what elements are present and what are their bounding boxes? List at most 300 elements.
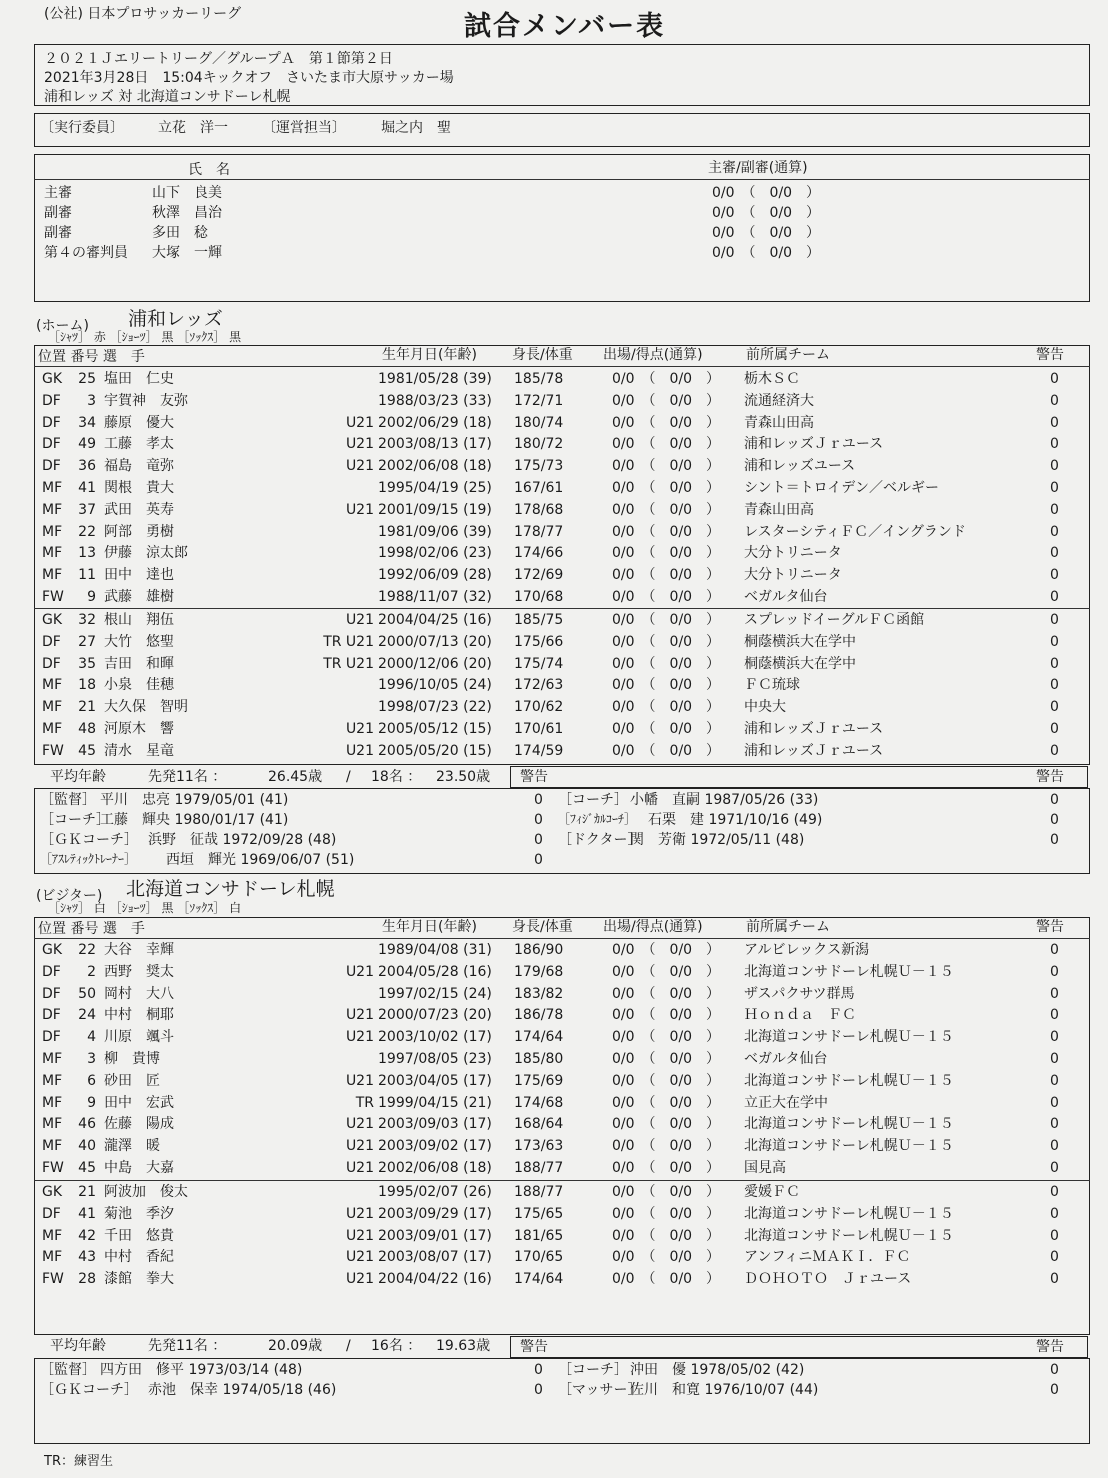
player-apps-goals: 0/0 （ 0/0 ）	[612, 1051, 721, 1067]
player-warnings: 0	[1050, 1227, 1059, 1244]
player-warnings: 0	[1050, 985, 1059, 1002]
home-col-prev: 前所属チーム	[746, 347, 830, 363]
player-number: 2	[87, 963, 96, 980]
player-apps-goals: 0/0 （ 0/0 ）	[612, 458, 721, 475]
player-dob: 2005/05/12 (15)	[378, 721, 492, 737]
player-number: 41	[78, 480, 96, 496]
player-previous-team: 北海道コンサドーレ札幌Ｕ－１５	[744, 1227, 954, 1244]
player-name: 福島 竜弥	[104, 458, 174, 475]
player-tag: U21	[345, 436, 374, 453]
player-previous-team: 浦和レッズＪｒユース	[744, 436, 884, 453]
player-number: 22	[78, 523, 96, 540]
referee-stat: 0/0 （ 0/0 ）	[712, 205, 821, 221]
player-previous-team: 北海道コンサドーレ札幌Ｕ－１５	[744, 1205, 954, 1222]
home-header-rule	[34, 366, 1090, 367]
player-name: 河原木 響	[104, 721, 174, 737]
player-previous-team: ベガルタ仙台	[744, 589, 828, 605]
staff-name-dob: 工藤 輝央 1980/01/17 (41)	[100, 812, 289, 828]
staff-role: ［ＧＫコーチ］	[40, 832, 138, 848]
home-side-label: (ホーム)	[36, 318, 89, 334]
player-height-weight: 185/80	[514, 1051, 564, 1067]
player-previous-team: ＤＯＨＯＴＯ Ｊｒユース	[744, 1271, 912, 1288]
player-number: 34	[78, 414, 96, 431]
player-height-weight: 170/62	[514, 699, 564, 716]
player-number: 32	[78, 612, 96, 628]
player-height-weight: 173/63	[514, 1138, 564, 1155]
player-previous-team: 北海道コンサドーレ札幌Ｕ－１５	[744, 1116, 954, 1133]
away-avg-all: 19.63歳	[436, 1338, 491, 1354]
player-name: 小泉 佳穂	[104, 677, 174, 694]
player-name: 根山 翔伍	[104, 612, 174, 628]
player-number: 22	[78, 942, 96, 958]
referee-role: 副審	[44, 205, 72, 221]
player-dob: 1981/09/06 (39)	[378, 523, 492, 540]
player-name: 塩田 仁史	[104, 371, 174, 387]
home-col-hw: 身長/体重	[512, 347, 573, 363]
player-position: MF	[42, 1094, 63, 1111]
player-height-weight: 180/72	[514, 436, 564, 453]
player-previous-team: 浦和レッズＪｒユース	[744, 742, 884, 759]
away-avg-starters-label: 先発11名 ：	[148, 1338, 227, 1354]
player-number: 4	[87, 1029, 96, 1046]
player-name: 大久保 智明	[104, 699, 188, 716]
staff-warnings: 0	[1050, 812, 1059, 828]
player-position: DF	[42, 1029, 61, 1046]
player-tag: U21	[345, 1029, 374, 1046]
staff-warnings: 0	[534, 832, 543, 848]
player-position: MF	[42, 1116, 63, 1133]
match-competition: ２０２１Ｊエリートリーグ／グループＡ 第１節第２日	[44, 51, 393, 67]
management-label: 〔運営担当〕	[262, 120, 346, 136]
player-apps-goals: 0/0 （ 0/0 ）	[612, 1205, 721, 1222]
player-previous-team: 立正大在学中	[744, 1094, 828, 1111]
referees-header-rule	[34, 179, 1090, 180]
player-previous-team: 北海道コンサドーレ札幌Ｕ－１５	[744, 1072, 954, 1089]
away-col-warn: 警告	[1036, 919, 1064, 935]
player-warnings: 0	[1050, 436, 1059, 453]
player-height-weight: 170/65	[514, 1249, 564, 1266]
player-number: 3	[87, 392, 96, 409]
player-position: MF	[42, 480, 63, 496]
referee-role: 第４の審判員	[44, 245, 128, 261]
player-dob: 1988/03/23 (33)	[378, 392, 492, 409]
player-warnings: 0	[1050, 699, 1059, 716]
player-previous-team: 中央大	[744, 699, 786, 716]
player-number: 13	[78, 545, 96, 562]
home-subs-rule	[34, 608, 1090, 609]
player-tag: TR	[355, 1094, 374, 1111]
referee-name: 秋澤 昌治	[152, 205, 222, 221]
player-number: 18	[78, 677, 96, 694]
player-previous-team: 流通経済大	[744, 392, 814, 409]
player-dob: 2003/09/03 (17)	[378, 1116, 492, 1133]
staff-warnings: 0	[1050, 1362, 1059, 1378]
player-height-weight: 181/65	[514, 1227, 564, 1244]
player-apps-goals: 0/0 （ 0/0 ）	[612, 1116, 721, 1133]
player-apps-goals: 0/0 （ 0/0 ）	[612, 589, 721, 605]
player-warnings: 0	[1050, 1116, 1059, 1133]
player-height-weight: 174/68	[514, 1094, 564, 1111]
player-apps-goals: 0/0 （ 0/0 ）	[612, 1227, 721, 1244]
referee-role: 副審	[44, 225, 72, 241]
player-warnings: 0	[1050, 612, 1059, 628]
referee-stat: 0/0 （ 0/0 ）	[712, 185, 821, 201]
match-date-venue: 2021年3月28日 15:04キックオフ さいたま市大原サッカー場	[44, 70, 454, 86]
player-dob: 2000/07/23 (20)	[378, 1007, 492, 1024]
player-dob: 1992/06/09 (28)	[378, 567, 492, 584]
home-col-warn: 警告	[1036, 347, 1064, 363]
player-position: MF	[42, 677, 63, 694]
match-teams: 浦和レッズ 対 北海道コンサドーレ札幌	[44, 89, 291, 105]
player-height-weight: 178/68	[514, 501, 564, 518]
player-position: MF	[42, 1227, 63, 1244]
staff-role: ［コーチ］	[558, 792, 628, 808]
player-number: 43	[78, 1249, 96, 1266]
player-dob: 2003/08/13 (17)	[378, 436, 492, 453]
player-tag: TR U21	[323, 633, 374, 650]
away-col-apps: 出場/得点(通算)	[603, 919, 703, 935]
staff-name-dob: 四方田 修平 1973/03/14 (48)	[100, 1362, 303, 1378]
player-warnings: 0	[1050, 414, 1059, 431]
player-position: MF	[42, 721, 63, 737]
staff-name-dob: 赤池 保幸 1974/05/18 (46)	[148, 1382, 337, 1398]
referee-stat: 0/0 （ 0/0 ）	[712, 245, 821, 261]
exec-committee-label: 〔実行委員〕	[40, 120, 124, 136]
player-apps-goals: 0/0 （ 0/0 ）	[612, 545, 721, 562]
player-previous-team: ザスパクサツ群馬	[744, 985, 855, 1002]
staff-name-dob: 石栗 建 1971/10/16 (49)	[648, 812, 823, 828]
referee-role: 主審	[44, 185, 72, 201]
player-warnings: 0	[1050, 633, 1059, 650]
player-height-weight: 183/82	[514, 985, 564, 1002]
player-height-weight: 174/64	[514, 1271, 564, 1288]
player-position: GK	[42, 942, 63, 958]
player-warnings: 0	[1050, 480, 1059, 496]
player-number: 45	[78, 742, 96, 759]
staff-name-dob: 小幡 直嗣 1987/05/26 (33)	[630, 792, 819, 808]
player-warnings: 0	[1050, 371, 1059, 387]
player-tag: U21	[345, 1271, 374, 1288]
player-previous-team: 北海道コンサドーレ札幌Ｕ－１５	[744, 1029, 954, 1046]
player-previous-team: ＦＣ琉球	[744, 677, 800, 694]
staff-role: ［ＧＫコーチ］	[40, 1382, 138, 1398]
player-dob: 1981/05/28 (39)	[378, 371, 492, 387]
player-apps-goals: 0/0 （ 0/0 ）	[612, 1271, 721, 1288]
away-side-label: (ビジター)	[36, 888, 103, 904]
player-dob: 2003/08/07 (17)	[378, 1249, 492, 1266]
away-col-player: 位置 番号 選 手	[38, 921, 145, 937]
player-name: 武田 英寿	[104, 501, 174, 518]
player-height-weight: 167/61	[514, 480, 564, 496]
player-number: 27	[78, 633, 96, 650]
player-position: MF	[42, 1249, 63, 1266]
player-apps-goals: 0/0 （ 0/0 ）	[612, 655, 721, 672]
player-position: FW	[42, 1271, 64, 1288]
player-dob: 1995/02/07 (26)	[378, 1184, 492, 1200]
player-warnings: 0	[1050, 523, 1059, 540]
away-avg-separator: /	[346, 1338, 351, 1354]
away-team-name: 北海道コンサドーレ札幌	[126, 878, 335, 900]
player-apps-goals: 0/0 （ 0/0 ）	[612, 612, 721, 628]
player-dob: 2004/05/28 (16)	[378, 963, 492, 980]
player-height-weight: 175/69	[514, 1072, 564, 1089]
player-warnings: 0	[1050, 1138, 1059, 1155]
player-name: 大谷 幸輝	[104, 942, 174, 958]
player-height-weight: 170/68	[514, 589, 564, 605]
home-avg-all: 23.50歳	[436, 769, 491, 785]
staff-warnings: 0	[534, 812, 543, 828]
player-warnings: 0	[1050, 545, 1059, 562]
player-previous-team: 桐蔭横浜大在学中	[744, 633, 856, 650]
player-name: 田中 宏武	[104, 1094, 174, 1111]
home-avg-starters: 26.45歳	[268, 769, 323, 785]
player-name: 川原 颯斗	[104, 1029, 174, 1046]
player-name: 藤原 優大	[104, 414, 174, 431]
player-number: 40	[78, 1138, 96, 1155]
referee-name: 山下 良美	[152, 185, 222, 201]
home-staff-warn-label-right: 警告	[1036, 769, 1064, 785]
player-tag: U21	[345, 1116, 374, 1133]
player-name: 菊池 季汐	[104, 1205, 174, 1222]
staff-warnings: 0	[1050, 792, 1059, 808]
staff-warnings: 0	[1050, 832, 1059, 848]
player-name: 宇賀神 友弥	[104, 392, 188, 409]
org-name: (公社) 日本プロサッカーリーグ	[44, 6, 242, 22]
player-warnings: 0	[1050, 1029, 1059, 1046]
player-name: 岡村 大八	[104, 985, 174, 1002]
player-number: 45	[78, 1160, 96, 1176]
player-apps-goals: 0/0 （ 0/0 ）	[612, 1184, 721, 1200]
player-tag: U21	[345, 612, 374, 628]
player-height-weight: 188/77	[514, 1184, 564, 1200]
player-previous-team: スプレッドイーグルＦＣ函館	[744, 612, 925, 628]
away-col-dob: 生年月日(年齢)	[382, 919, 477, 935]
player-warnings: 0	[1050, 942, 1059, 958]
player-apps-goals: 0/0 （ 0/0 ）	[612, 985, 721, 1002]
player-height-weight: 175/65	[514, 1205, 564, 1222]
staff-warnings: 0	[534, 852, 543, 868]
player-height-weight: 185/75	[514, 612, 564, 628]
player-number: 3	[87, 1051, 96, 1067]
player-previous-team: 青森山田高	[744, 414, 814, 431]
staff-name-dob: 関 芳衛 1972/05/11 (48)	[630, 832, 805, 848]
staff-warnings: 0	[534, 1362, 543, 1378]
player-name: 西野 奨太	[104, 963, 174, 980]
player-warnings: 0	[1050, 742, 1059, 759]
player-dob: 2003/09/29 (17)	[378, 1205, 492, 1222]
player-number: 11	[78, 567, 96, 584]
player-dob: 2003/10/02 (17)	[378, 1029, 492, 1046]
player-dob: 1989/04/08 (31)	[378, 942, 492, 958]
player-position: DF	[42, 414, 61, 431]
away-col-prev: 前所属チーム	[746, 919, 830, 935]
player-dob: 1998/02/06 (23)	[378, 545, 492, 562]
referee-name: 大塚 一輝	[152, 245, 222, 261]
player-name: 佐藤 陽成	[104, 1116, 174, 1133]
player-name: 砂田 匠	[104, 1072, 160, 1089]
player-apps-goals: 0/0 （ 0/0 ）	[612, 414, 721, 431]
player-dob: 2004/04/22 (16)	[378, 1271, 492, 1288]
home-team-name: 浦和レッズ	[128, 308, 223, 330]
player-position: DF	[42, 1205, 61, 1222]
player-warnings: 0	[1050, 458, 1059, 475]
player-name: 清水 星竜	[104, 742, 174, 759]
player-height-weight: 170/61	[514, 721, 564, 737]
player-height-weight: 172/63	[514, 677, 564, 694]
player-tag: U21	[345, 1249, 374, 1266]
player-apps-goals: 0/0 （ 0/0 ）	[612, 567, 721, 584]
player-height-weight: 180/74	[514, 414, 564, 431]
player-warnings: 0	[1050, 1160, 1059, 1176]
player-position: DF	[42, 963, 61, 980]
player-position: FW	[42, 1160, 64, 1176]
player-apps-goals: 0/0 （ 0/0 ）	[612, 1094, 721, 1111]
player-warnings: 0	[1050, 501, 1059, 518]
staff-role: ［ｱｽﾚﾃｨｯｸﾄﾚｰﾅｰ］	[40, 852, 137, 866]
player-apps-goals: 0/0 （ 0/0 ）	[612, 1249, 721, 1266]
player-previous-team: 大分トリニータ	[744, 545, 842, 562]
player-apps-goals: 0/0 （ 0/0 ）	[612, 480, 721, 496]
away-col-hw: 身長/体重	[512, 919, 573, 935]
player-apps-goals: 0/0 （ 0/0 ）	[612, 721, 721, 737]
staff-role: ［監督］	[40, 792, 96, 808]
player-dob: 2000/07/13 (20)	[378, 633, 492, 650]
player-number: 41	[78, 1205, 96, 1222]
player-previous-team: シント＝トロイデン／ベルギー	[744, 480, 939, 496]
player-position: DF	[42, 633, 61, 650]
player-position: MF	[42, 699, 63, 716]
player-apps-goals: 0/0 （ 0/0 ）	[612, 677, 721, 694]
player-warnings: 0	[1050, 1094, 1059, 1111]
staff-role: ［コーチ］	[40, 812, 110, 828]
player-previous-team: 大分トリニータ	[744, 567, 842, 584]
away-avg-label: 平均年齢	[50, 1338, 106, 1354]
player-dob: 2005/05/20 (15)	[378, 742, 492, 759]
player-tag: U21	[345, 501, 374, 518]
player-dob: 2002/06/08 (18)	[378, 458, 492, 475]
player-tag: U21	[345, 458, 374, 475]
player-apps-goals: 0/0 （ 0/0 ）	[612, 633, 721, 650]
staff-warnings: 0	[534, 1382, 543, 1398]
player-previous-team: 桐蔭横浜大在学中	[744, 655, 856, 672]
player-previous-team: ベガルタ仙台	[744, 1051, 828, 1067]
player-position: GK	[42, 371, 63, 387]
player-apps-goals: 0/0 （ 0/0 ）	[612, 742, 721, 759]
player-apps-goals: 0/0 （ 0/0 ）	[612, 963, 721, 980]
player-height-weight: 172/71	[514, 392, 564, 409]
player-height-weight: 179/68	[514, 963, 564, 980]
player-warnings: 0	[1050, 963, 1059, 980]
player-previous-team: 青森山田高	[744, 501, 814, 518]
management-name: 堀之内 聖	[381, 120, 451, 136]
staff-warnings: 0	[534, 792, 543, 808]
staff-name-dob: 浜野 征哉 1972/09/28 (48)	[148, 832, 337, 848]
player-apps-goals: 0/0 （ 0/0 ）	[612, 371, 721, 387]
player-tag: U21	[345, 1138, 374, 1155]
player-position: DF	[42, 1007, 61, 1024]
player-number: 35	[78, 655, 96, 672]
player-apps-goals: 0/0 （ 0/0 ）	[612, 1029, 721, 1046]
player-height-weight: 175/66	[514, 633, 564, 650]
player-name: 武藤 雄樹	[104, 589, 174, 605]
player-tag: U21	[345, 721, 374, 737]
player-previous-team: 浦和レッズユース	[744, 458, 856, 475]
player-warnings: 0	[1050, 1184, 1059, 1200]
player-position: MF	[42, 1072, 63, 1089]
player-position: DF	[42, 458, 61, 475]
player-height-weight: 172/69	[514, 567, 564, 584]
player-apps-goals: 0/0 （ 0/0 ）	[612, 1007, 721, 1024]
player-warnings: 0	[1050, 1051, 1059, 1067]
player-height-weight: 175/74	[514, 655, 564, 672]
home-avg-all-label: 18名 ：	[371, 769, 422, 785]
staff-role: ［マッサー］	[558, 1382, 642, 1398]
player-previous-team: 国見高	[744, 1160, 786, 1176]
home-staff-warn-label-left: 警告	[520, 769, 548, 785]
player-tag: U21	[345, 1072, 374, 1089]
away-staff-warn-label-right: 警告	[1036, 1339, 1064, 1355]
player-previous-team: 北海道コンサドーレ札幌Ｕ－１５	[744, 1138, 954, 1155]
player-dob: 1988/11/07 (32)	[378, 589, 492, 605]
away-avg-starters: 20.09歳	[268, 1338, 323, 1354]
player-position: MF	[42, 523, 63, 540]
player-number: 37	[78, 501, 96, 518]
player-number: 46	[78, 1116, 96, 1133]
staff-role: ［コーチ］	[558, 1362, 628, 1378]
home-col-apps: 出場/得点(通算)	[603, 347, 703, 363]
player-name: 千田 悠貴	[104, 1227, 174, 1244]
player-name: 工藤 孝太	[104, 436, 174, 453]
player-name: 大竹 悠聖	[104, 633, 174, 650]
player-height-weight: 174/64	[514, 1029, 564, 1046]
player-dob: 2003/04/05 (17)	[378, 1072, 492, 1089]
player-previous-team: アンフィニＭＡＫＩ．ＦＣ	[744, 1249, 911, 1266]
exec-committee-name: 立花 洋一	[158, 120, 228, 136]
player-name: 関根 貴大	[104, 480, 174, 496]
staff-role: ［ドクター］	[558, 832, 642, 848]
player-height-weight: 168/64	[514, 1116, 564, 1133]
player-dob: 2003/09/01 (17)	[378, 1227, 492, 1244]
player-number: 24	[78, 1007, 96, 1024]
player-apps-goals: 0/0 （ 0/0 ）	[612, 1160, 721, 1176]
player-number: 9	[87, 589, 96, 605]
player-position: DF	[42, 436, 61, 453]
home-col-player: 位置 番号 選 手	[38, 349, 145, 365]
player-position: GK	[42, 612, 63, 628]
player-tag: U21	[345, 1205, 374, 1222]
player-previous-team: Ｈｏｎｄａ ＦＣ	[744, 1007, 856, 1024]
player-name: 吉田 和暉	[104, 655, 174, 672]
player-previous-team: 愛媛ＦＣ	[744, 1184, 800, 1200]
staff-name-dob: 佐川 和寛 1976/10/07 (44)	[630, 1382, 819, 1398]
staff-name-dob: 平川 忠亮 1979/05/01 (41)	[100, 792, 289, 808]
player-height-weight: 174/66	[514, 545, 564, 562]
player-height-weight: 174/59	[514, 742, 564, 759]
player-number: 25	[78, 371, 96, 387]
away-staff-warn-header	[510, 1336, 1088, 1358]
document-title: 試合メンバー表	[464, 11, 666, 42]
staff-role: ［ﾌｨｼﾞｶﾙｺｰﾁ］	[558, 812, 637, 826]
player-position: DF	[42, 985, 61, 1002]
player-name: 阿波加 俊太	[104, 1184, 188, 1200]
player-dob: 2003/09/02 (17)	[378, 1138, 492, 1155]
player-name: 中村 香紀	[104, 1249, 174, 1266]
player-height-weight: 185/78	[514, 371, 564, 387]
player-warnings: 0	[1050, 589, 1059, 605]
player-position: DF	[42, 655, 61, 672]
player-height-weight: 178/77	[514, 523, 564, 540]
player-dob: 1995/04/19 (25)	[378, 480, 492, 496]
